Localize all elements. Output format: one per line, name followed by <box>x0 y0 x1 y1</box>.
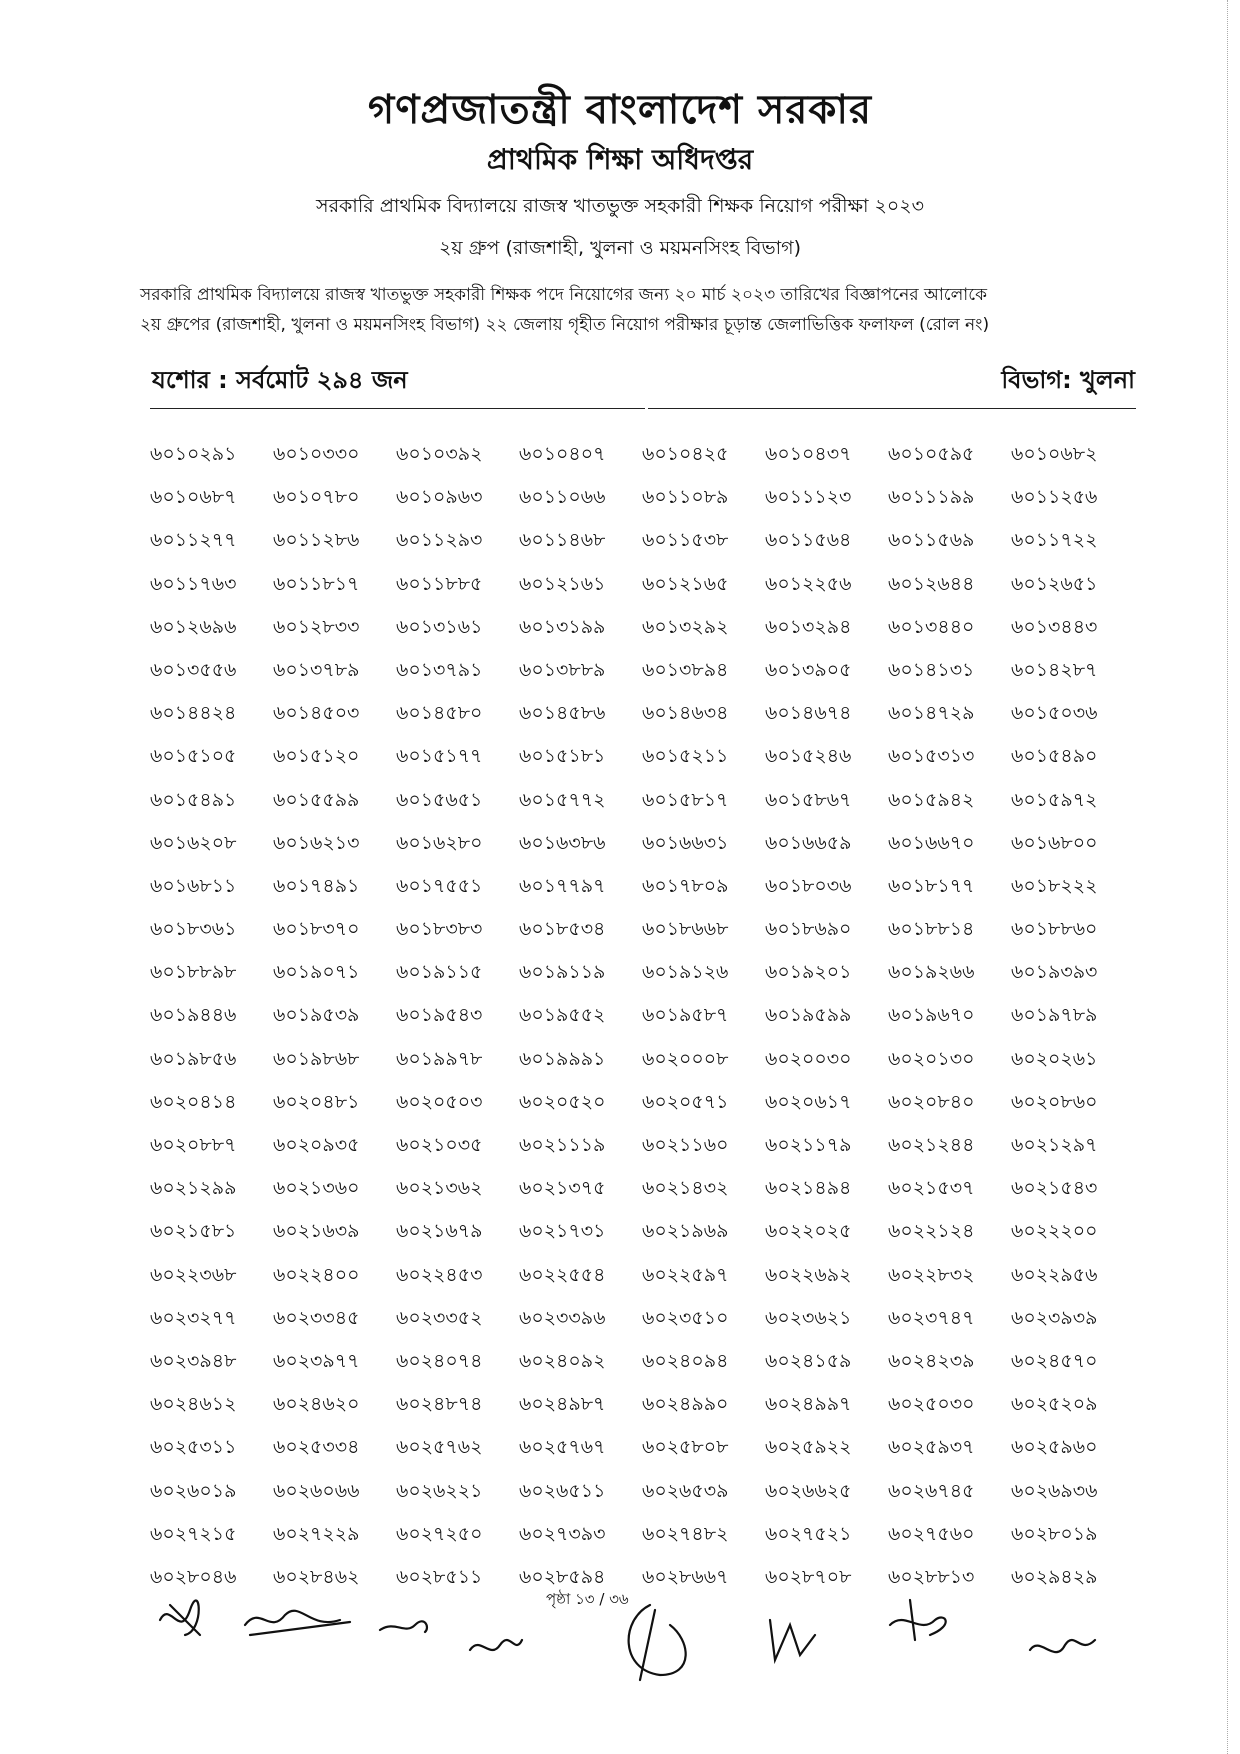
roll-number: ৬০১০৯৬৩ <box>396 486 483 509</box>
roll-number: ৬০১৮৩৬১ <box>150 918 237 941</box>
roll-number: ৬০১০২৯১ <box>150 443 237 465</box>
roll-number: ৬০১৫৬৫১ <box>396 788 483 811</box>
roll-number: ৬০২৩৬২১ <box>765 1306 852 1329</box>
roll-number: ৬০১৫৩১৩ <box>888 745 975 768</box>
roll-row <box>150 1390 1135 1433</box>
roll-number: ৬০১৪৬৩৪ <box>642 702 729 725</box>
roll-number: ৬০১৫৯৭২ <box>1011 788 1098 811</box>
government-title: গণপ্রজাতন্ত্রী বাংলাদেশ সরকার <box>368 87 872 133</box>
roll-number: ৬০২৮৪৬২ <box>273 1565 360 1588</box>
roll-row <box>150 1520 1135 1563</box>
roll-number: ৬০২১১১৯ <box>519 1134 606 1156</box>
roll-number: ৬০১১১৯৯ <box>888 486 975 509</box>
roll-number: ৬০১৯৩৯৩ <box>1011 961 1098 984</box>
roll-number: ৬০১৯২০১ <box>765 961 852 984</box>
roll-number: ৬০১৫১৭৭ <box>396 745 483 768</box>
roll-number: ৬০২৮৮১৩ <box>888 1565 975 1588</box>
roll-row <box>150 1045 1135 1088</box>
roll-number: ৬০২৭২১৫ <box>150 1522 237 1545</box>
roll-number: ৬০১৭৫৫১ <box>396 874 483 897</box>
roll-number: ৬০১১৫৬৪ <box>765 529 852 552</box>
roll-number: ৬০১৯৯৭৮ <box>396 1047 483 1070</box>
roll-number: ৬০১৫১৮১ <box>519 745 606 768</box>
roll-number: ৬০১৭৭৯৭ <box>519 874 606 897</box>
roll-number: ৬০১৮৬৯০ <box>765 918 852 941</box>
roll-number: ৬০১৬২৮০ <box>396 831 483 854</box>
roll-number: ৬০২১১৬০ <box>642 1134 729 1156</box>
roll-number: ৬০২৪১৫৯ <box>765 1349 852 1372</box>
roll-number: ৬০১৪৭২৯ <box>888 702 975 725</box>
roll-number: ৬০২১৯৬৯ <box>642 1220 729 1243</box>
roll-number: ৬০১৯৪৪৬ <box>150 1004 237 1027</box>
roll-number: ৬০১৮০৩৬ <box>765 874 852 897</box>
roll-number: ৬০১৫২১১ <box>642 745 729 768</box>
roll-number: ৬০১১৪৬৮ <box>519 529 606 552</box>
roll-number: ৬০১২২৫৬ <box>765 572 852 595</box>
roll-row <box>150 1131 1135 1174</box>
roll-number: ৬০১১৭৬৩ <box>150 572 237 595</box>
notice-line-1: সরকারি প্রাথমিক বিদ্যালয়ে রাজস্ব খাতভুক্ত সহকারী শিক্ষক পদে নিয়োগের জন্য ২০ মার্চ ২০২৩ তারিখের বিজ্ঞাপনের আলোকে <box>140 285 987 305</box>
roll-number: ৬০২৬৬২৫ <box>765 1479 852 1502</box>
roll-row <box>150 1261 1135 1304</box>
roll-number: ৬০২৮৫১১ <box>396 1565 483 1588</box>
roll-number: ৬০১৯৫৩৯ <box>273 1004 360 1027</box>
roll-number: ৬০১১০৬৬ <box>519 486 606 509</box>
roll-number: ৬০২৪০৯৪ <box>642 1349 729 1372</box>
roll-number: ৬০১৯১১৫ <box>396 961 483 984</box>
roll-number: ৬০১৪৬৭৪ <box>765 702 852 725</box>
roll-number: ৬০১১১২৩ <box>765 486 852 509</box>
roll-number: ৬০১৫২৪৬ <box>765 745 852 768</box>
roll-number: ৬০১৫১০৫ <box>150 745 237 768</box>
roll-number: ৬০২১৪৩২ <box>642 1177 729 1200</box>
roll-number: ৬০২০০০৮ <box>642 1047 729 1070</box>
roll-number: ৬০১০৩৯২ <box>396 443 483 465</box>
roll-number: ৬০১২৬৯৬ <box>150 615 237 638</box>
roll-number: ৬০১৩৮৯৪ <box>642 658 729 681</box>
divider-left <box>150 408 645 409</box>
roll-number: ৬০১৬৬৩১ <box>642 831 729 854</box>
roll-number: ৬০২৫৭৬৭ <box>519 1436 606 1459</box>
roll-number: ৬০১১৮১৭ <box>273 572 360 595</box>
roll-number: ৬০২৫৩১১ <box>150 1436 237 1459</box>
roll-number: ৬০২৯৪২৯ <box>1011 1565 1098 1588</box>
roll-number: ৬০১০৪২৫ <box>642 443 729 465</box>
roll-number: ৬০২১৩৭৫ <box>519 1177 606 1200</box>
roll-number: ৬০২২২০০ <box>1011 1220 1098 1243</box>
roll-number: ৬০১৮৩৭০ <box>273 918 360 941</box>
roll-number: ৬০২৭৩৯৩ <box>519 1522 606 1545</box>
roll-number: ৬০২৪০৯২ <box>519 1349 606 1372</box>
roll-number: ৬০২৮০১৯ <box>1011 1522 1098 1545</box>
roll-number: ৬০২৫৯৬০ <box>1011 1436 1098 1459</box>
roll-number: ৬০২১৬৭৯ <box>396 1220 483 1243</box>
roll-number: ৬০১৮৮৬০ <box>1011 918 1098 941</box>
signature-6 <box>770 1620 815 1660</box>
roll-number: ৬০২১৫৩৭ <box>888 1177 975 1200</box>
roll-number: ৬০১৫৯৪২ <box>888 788 975 811</box>
roll-number: ৬০২৭৫২১ <box>765 1522 852 1545</box>
roll-number: ৬০১০৪০৭ <box>519 443 606 465</box>
roll-number: ৬০২৫৭৬২ <box>396 1436 483 1459</box>
roll-number: ৬০১০৫৯৫ <box>888 443 975 465</box>
roll-number: ৬০২৩৩৫২ <box>396 1306 483 1329</box>
roll-number: ৬০২০৪১৪ <box>150 1090 237 1113</box>
roll-number: ৬০১১৮৮৫ <box>396 572 483 595</box>
roll-row <box>150 1304 1135 1347</box>
roll-number: ৬০১১৫৬৯ <box>888 529 975 552</box>
roll-number: ৬০২৮০৪৬ <box>150 1565 237 1588</box>
signature-5 <box>629 1605 686 1680</box>
roll-number: ৬০২২৫৯৭ <box>642 1263 729 1286</box>
signature-1 <box>160 1600 200 1635</box>
roll-number: ৬০২১০৩৫ <box>396 1134 483 1156</box>
roll-number: ৬০২০৪৮১ <box>273 1090 360 1113</box>
roll-number: ৬০১৩৪৪৩ <box>1011 615 1098 638</box>
roll-row <box>150 1477 1135 1520</box>
roll-row <box>150 742 1135 785</box>
roll-number: ৬০১৫০৩৬ <box>1011 702 1098 725</box>
roll-number: ৬০১৫১২০ <box>273 745 360 768</box>
roll-number: ৬০১৮২২২ <box>1011 874 1098 897</box>
roll-number: ৬০১৮৮১৪ <box>888 918 975 941</box>
roll-number: ৬০১৫৪৯১ <box>150 788 237 811</box>
roll-number: ৬০২৬০১৯ <box>150 1479 237 1502</box>
roll-number: ৬০২২৩৬৮ <box>150 1263 237 1286</box>
roll-row <box>150 483 1135 526</box>
roll-number: ৬০১০৭৮০ <box>273 486 360 509</box>
roll-number: ৬০১১২৫৬ <box>1011 486 1098 509</box>
notice-line-2: ২য় গ্রুপের (রাজশাহী, খুলনা ও ময়মনসিংহ বিভাগ) ২২ জেলায় গৃহীত নিয়োগ পরীক্ষার চূড়ান্ত জেলাভিত্তিক ফলাফল (রোল নং) <box>140 315 990 335</box>
roll-number: ৬০২৫০৩০ <box>888 1393 975 1416</box>
roll-number: ৬০১৬৩৮৬ <box>519 831 606 854</box>
roll-number: ৬০১০৬৮২ <box>1011 443 1098 465</box>
roll-number: ৬০২৩২৭৭ <box>150 1306 237 1329</box>
roll-number: ৬০১৩২৯৪ <box>765 615 852 638</box>
roll-number: ৬০১৩৫৫৬ <box>150 658 237 681</box>
roll-number: ৬০১১০৮৯ <box>642 486 729 509</box>
roll-number: ৬০১৯১১৯ <box>519 961 606 984</box>
roll-number: ৬০২১৪৯৪ <box>765 1177 852 1200</box>
roll-number: ৬০২১২৯৯ <box>150 1177 237 1200</box>
roll-number-grid <box>150 440 1135 1606</box>
roll-number: ৬০১৮১৭৭ <box>888 874 975 897</box>
roll-number: ৬০২১৫৮১ <box>150 1220 237 1243</box>
roll-number: ৬০২৬৫৩৯ <box>642 1479 729 1502</box>
roll-number: ৬০২১৭৩১ <box>519 1220 606 1243</box>
roll-number: ৬০১০৩৩০ <box>273 443 360 465</box>
roll-number: ৬০২৭৫৬০ <box>888 1522 975 1545</box>
roll-number: ৬০১৩১৬১ <box>396 615 483 638</box>
roll-number: ৬০২০৫০৩ <box>396 1090 483 1113</box>
roll-number: ৬০২৪৫৭০ <box>1011 1349 1098 1372</box>
roll-number: ৬০১৯৫৫২ <box>519 1004 606 1027</box>
roll-number: ৬০১৩৭৮৯ <box>273 658 360 681</box>
roll-number: ৬০১৪৫৮০ <box>396 702 483 725</box>
roll-number: ৬০২২৯৫৬ <box>1011 1263 1098 1286</box>
roll-row <box>150 570 1135 613</box>
roll-number: ৬০১৬৬৫৯ <box>765 831 852 854</box>
roll-row <box>150 915 1135 958</box>
roll-number: ৬০২৪২৩৯ <box>888 1349 975 1372</box>
roll-number: ৬০১০৬৮৭ <box>150 486 237 509</box>
roll-number: ৬০১৫৫৯৯ <box>273 788 360 811</box>
roll-row <box>150 526 1135 569</box>
roll-number: ৬০১৯৯৯১ <box>519 1047 606 1070</box>
roll-number: ৬০২৩৯৭৭ <box>273 1349 360 1372</box>
roll-number: ৬০২২৬৯২ <box>765 1263 852 1286</box>
roll-number: ৬০২৪৬১২ <box>150 1393 237 1416</box>
roll-number: ৬০১২৮৩৩ <box>273 615 360 638</box>
roll-number: ৬০১৬২১৩ <box>273 831 360 854</box>
signature-3 <box>380 1621 427 1632</box>
roll-number: ৬০১১২৮৬ <box>273 529 360 552</box>
roll-row <box>150 1433 1135 1476</box>
divider-right <box>648 408 1136 409</box>
signatures <box>150 1580 1140 1690</box>
roll-number: ৬০২০২৬১ <box>1011 1047 1098 1070</box>
signature-7 <box>890 1600 946 1640</box>
roll-number: ৬০১৩১৯৯ <box>519 615 606 638</box>
signature-4 <box>470 1640 522 1650</box>
roll-number: ৬০২২৪০০ <box>273 1263 360 1286</box>
roll-number: ৬০১৮৮৯৮ <box>150 961 237 984</box>
roll-number: ৬০১২১৬৫ <box>642 572 729 595</box>
roll-number: ৬০২০৬১৭ <box>765 1090 852 1113</box>
roll-row <box>150 958 1135 1001</box>
roll-number: ৬০২৫৯২২ <box>765 1436 852 1459</box>
roll-number: ৬০২৪৯৯৭ <box>765 1393 852 1416</box>
roll-row <box>150 1174 1135 1217</box>
roll-number: ৬০২০৯৩৫ <box>273 1134 360 1156</box>
roll-number: ৬০২০১৩০ <box>888 1047 975 1070</box>
roll-row <box>150 829 1135 872</box>
roll-number: ৬০১৯২৬৬ <box>888 961 975 984</box>
roll-number: ৬০২৭২২৯ <box>273 1522 360 1545</box>
roll-number: ৬০২৪৬২০ <box>273 1393 360 1416</box>
roll-number: ৬০২৪৯৮৭ <box>519 1393 606 1416</box>
exam-title: সরকারি প্রাথমিক বিদ্যালয়ে রাজস্ব খাতভুক্ত সহকারী শিক্ষক নিয়োগ পরীক্ষা ২০২৩ <box>316 195 924 217</box>
roll-row <box>150 440 1135 483</box>
roll-number: ৬০২১৩৬২ <box>396 1177 483 1200</box>
roll-number: ৬০২৩৭৪৭ <box>888 1306 975 1329</box>
roll-number: ৬০২১১৭৯ <box>765 1134 852 1156</box>
roll-number: ৬০১৮৩৮৩ <box>396 918 483 941</box>
page-number: পৃষ্ঠা ১৩ / ৩৬ <box>546 1590 629 1608</box>
roll-number: ৬০১৩২৯২ <box>642 615 729 638</box>
roll-number: ৬০২৪৮৭৪ <box>396 1393 483 1416</box>
roll-row <box>150 786 1135 829</box>
division-label: বিভাগ: খুলনা <box>1001 366 1135 394</box>
roll-number: ৬০২৩৯৩৯ <box>1011 1306 1098 1329</box>
roll-number: ৬০১৩৯০৫ <box>765 658 852 681</box>
roll-number: ৬০২০৫৭১ <box>642 1090 729 1113</box>
roll-number: ৬০২১৫৪৩ <box>1011 1177 1098 1200</box>
roll-number: ৬০১৯৮৬৮ <box>273 1047 360 1070</box>
roll-number: ৬০২৫২০৯ <box>1011 1393 1098 1416</box>
roll-number: ৬০১১২৯৩ <box>396 529 483 552</box>
roll-number: ৬০২৮৫৯৪ <box>519 1565 606 1588</box>
roll-number: ৬০১৩৮৮৯ <box>519 658 606 681</box>
roll-number: ৬০২৭৪৮২ <box>642 1522 729 1545</box>
roll-number: ৬০২১৬৩৯ <box>273 1220 360 1243</box>
roll-number: ৬০১৬৬৭০ <box>888 831 975 854</box>
roll-number: ৬০২৬৫১১ <box>519 1479 606 1502</box>
department-title: প্রাথমিক শিক্ষা অধিদপ্তর <box>486 143 754 176</box>
roll-number: ৬০১১৭২২ <box>1011 529 1098 552</box>
roll-number: ৬০২১২৯৭ <box>1011 1134 1098 1156</box>
roll-number: ৬০২২৫৫৪ <box>519 1263 606 1286</box>
roll-number: ৬০২৬৯৩৬ <box>1011 1479 1098 1502</box>
roll-number: ৬০২২০২৫ <box>765 1220 852 1243</box>
roll-number: ৬০১৯০৭১ <box>273 961 360 984</box>
roll-number: ৬০১২৬৫১ <box>1011 572 1098 595</box>
roll-number: ৬০১৫৪৯০ <box>1011 745 1098 768</box>
roll-number: ৬০১০৪৩৭ <box>765 443 852 465</box>
roll-number: ৬০২৩৩৯৬ <box>519 1306 606 1329</box>
roll-number: ৬০২১৩৬০ <box>273 1177 360 1200</box>
roll-row <box>150 656 1135 699</box>
roll-number: ৬০২০৫২০ <box>519 1090 606 1113</box>
roll-number: ৬০২৮৬৬৭ <box>642 1565 729 1588</box>
roll-number: ৬০২৩৯৪৮ <box>150 1349 237 1372</box>
roll-number: ৬০১৯৭৮৯ <box>1011 1004 1098 1027</box>
district-label: যশোর : সর্বমোট ২৯৪ জন <box>152 366 408 394</box>
roll-number: ৬০২৮৭০৮ <box>765 1565 852 1588</box>
roll-row <box>150 1347 1135 1390</box>
roll-number: ৬০১৩৭৯১ <box>396 658 483 681</box>
roll-number: ৬০১৬২০৮ <box>150 831 237 854</box>
roll-number: ৬০১২৬৪৪ <box>888 572 975 595</box>
roll-number: ৬০১১৫৩৮ <box>642 529 729 552</box>
roll-row <box>150 1088 1135 1131</box>
roll-number: ৬০২৫৯৩৭ <box>888 1436 975 1459</box>
roll-number: ৬০২৬০৬৬ <box>273 1479 360 1502</box>
roll-number: ৬০২৭২৫০ <box>396 1522 483 1545</box>
roll-number: ৬০১১২৭৭ <box>150 529 237 552</box>
roll-number: ৬০১৫৮১৭ <box>642 788 729 811</box>
roll-number: ৬০১৬৮১১ <box>150 874 237 897</box>
roll-number: ৬০১৪৫৮৬ <box>519 702 606 725</box>
roll-number: ৬০২১২৪৪ <box>888 1134 975 1156</box>
roll-number: ৬০১২১৬১ <box>519 572 606 595</box>
roll-number: ৬০১৪৪২৪ <box>150 702 237 725</box>
roll-number: ৬০১৩৪৪০ <box>888 615 975 638</box>
roll-number: ৬০১৫৭৭২ <box>519 788 606 811</box>
roll-row <box>150 1217 1135 1260</box>
roll-row <box>150 613 1135 656</box>
roll-number: ৬০১৪২৮৭ <box>1011 658 1098 681</box>
roll-row <box>150 699 1135 742</box>
roll-number: ৬০২৬২২১ <box>396 1479 483 1502</box>
roll-row <box>150 1001 1135 1044</box>
signature-2 <box>245 1611 350 1635</box>
signature-8 <box>1030 1640 1095 1652</box>
roll-number: ৬০২৫৮০৮ <box>642 1436 729 1459</box>
roll-number: ৬০২০৮৬০ <box>1011 1090 1098 1113</box>
roll-number: ৬০২৫৩৩৪ <box>273 1436 360 1459</box>
group-title: ২য় গ্রুপ (রাজশাহী, খুলনা ও ময়মনসিংহ বিভাগ) <box>439 237 801 259</box>
roll-number: ৬০১৮৬৬৮ <box>642 918 729 941</box>
roll-number: ৬০২৩৩৪৫ <box>273 1306 360 1329</box>
roll-number: ৬০২০০৩০ <box>765 1047 852 1070</box>
roll-number: ৬০১৪৫০৩ <box>273 702 360 725</box>
roll-number: ৬০১৭৮০৯ <box>642 874 729 897</box>
roll-number: ৬০২০৮৪০ <box>888 1090 975 1113</box>
roll-row <box>150 872 1135 915</box>
roll-number: ৬০১৯১২৬ <box>642 961 729 984</box>
roll-number: ৬০২২১২৪ <box>888 1220 975 1243</box>
roll-number: ৬০১৭৪৯১ <box>273 874 360 897</box>
roll-number: ৬০২৪০৭৪ <box>396 1349 483 1372</box>
roll-number: ৬০২৩৫১০ <box>642 1306 729 1329</box>
roll-number: ৬০১৯৮৫৬ <box>150 1047 237 1070</box>
roll-number: ৬০২৬৭৪৫ <box>888 1479 975 1502</box>
roll-number: ৬০১৯৫৯৯ <box>765 1004 852 1027</box>
roll-number: ৬০১৫৮৬৭ <box>765 788 852 811</box>
roll-number: ৬০১৮৫৩৪ <box>519 918 606 941</box>
roll-number: ৬০২৪৯৯০ <box>642 1393 729 1416</box>
roll-number: ৬০১৪১৩১ <box>888 658 975 681</box>
roll-number: ৬০২২৪৫৩ <box>396 1263 483 1286</box>
roll-number: ৬০১৯৫৮৭ <box>642 1004 729 1027</box>
roll-number: ৬০২০৮৮৭ <box>150 1134 237 1156</box>
roll-number: ৬০১৯৬৭০ <box>888 1004 975 1027</box>
roll-number: ৬০১৬৮০০ <box>1011 831 1098 854</box>
roll-number: ৬০২২৮৩২ <box>888 1263 975 1286</box>
roll-number: ৬০১৯৫৪৩ <box>396 1004 483 1027</box>
